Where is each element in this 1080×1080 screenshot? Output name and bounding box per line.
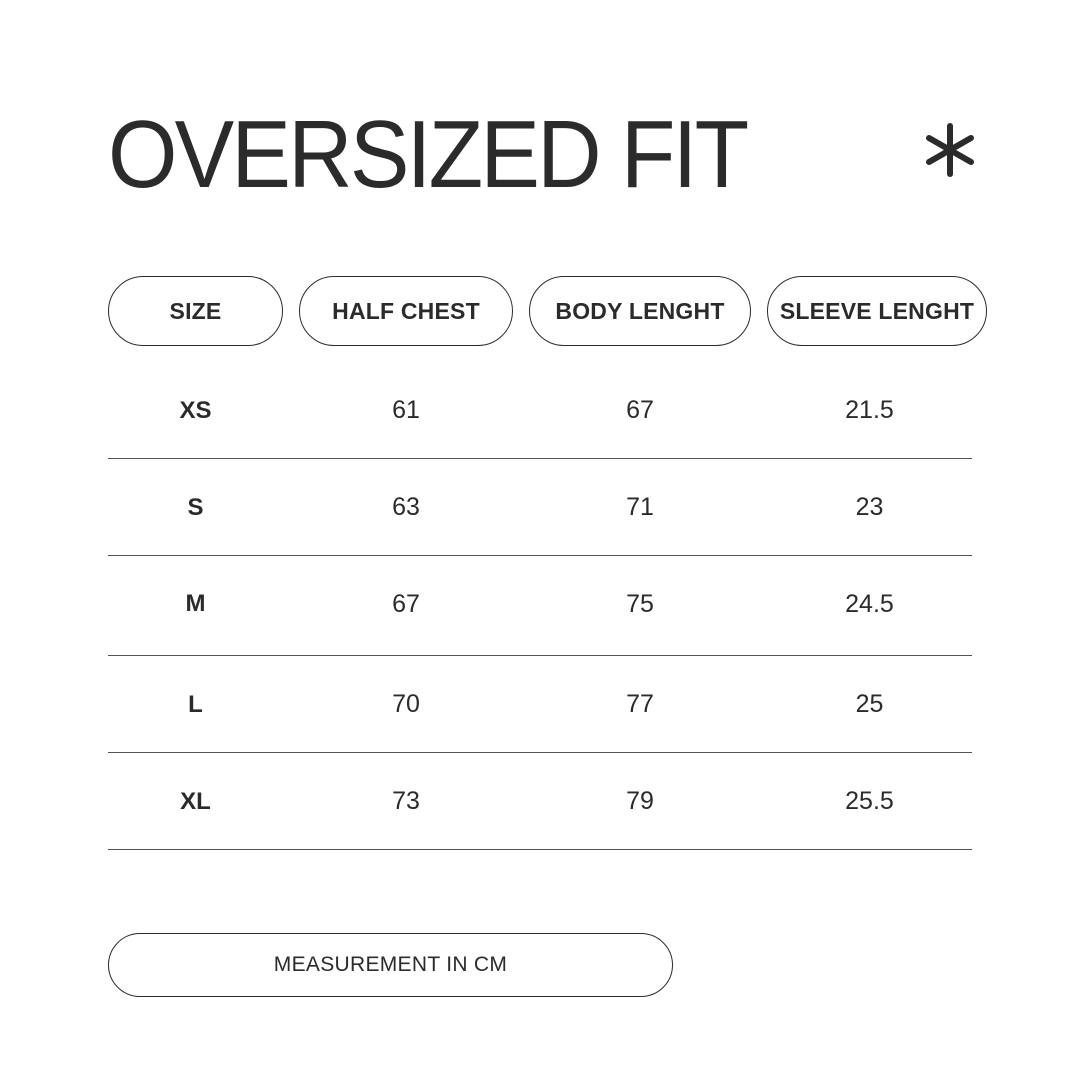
- sleeve-length-cell: 23: [855, 493, 884, 521]
- half-chest-cell: 73: [392, 787, 420, 815]
- table-row: [108, 362, 972, 459]
- column-header-size: SIZE: [108, 276, 283, 346]
- measurement-note: MEASUREMENT IN CM: [108, 933, 673, 997]
- table-row: [108, 753, 972, 850]
- page-title: OVERSIZED FIT: [108, 101, 747, 208]
- half-chest-cell: 67: [392, 589, 420, 618]
- column-header-body-length: BODY LENGHT: [529, 276, 751, 346]
- half-chest-cell: 63: [392, 493, 420, 521]
- body-length-cell: 79: [626, 787, 654, 815]
- body-length-cell: 71: [626, 493, 654, 521]
- body-length-cell: 77: [626, 690, 654, 718]
- table-row: [108, 656, 972, 753]
- sleeve-length-cell: 25.5: [845, 787, 894, 815]
- size-cell: XL: [180, 787, 211, 815]
- table-row: [108, 556, 972, 656]
- size-cell: S: [187, 493, 204, 521]
- size-cell: XS: [179, 396, 212, 424]
- body-length-cell: 75: [626, 589, 654, 618]
- size-cell: M: [185, 590, 206, 617]
- asterisk-icon: [920, 120, 980, 180]
- half-chest-cell: 61: [392, 396, 420, 424]
- half-chest-cell: 70: [392, 690, 420, 718]
- size-cell: L: [188, 690, 203, 718]
- sleeve-length-cell: 24.5: [845, 589, 894, 618]
- table-row: [108, 459, 972, 556]
- column-header-half-chest: HALF CHEST: [299, 276, 513, 346]
- body-length-cell: 67: [626, 396, 654, 424]
- sleeve-length-cell: 21.5: [845, 396, 894, 424]
- column-header-sleeve-length: SLEEVE LENGHT: [767, 276, 987, 346]
- sleeve-length-cell: 25: [855, 690, 884, 718]
